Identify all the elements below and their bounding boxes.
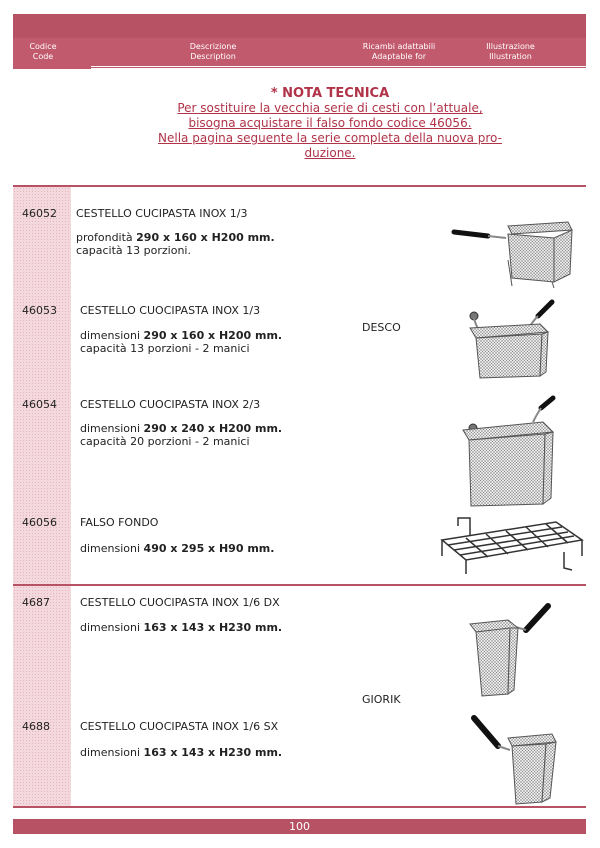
- header-description: Descrizione Description: [189, 42, 237, 61]
- note-line: bisogna acquistare il falso fondo codice 46056.: [188, 116, 472, 130]
- section-divider: [13, 584, 586, 586]
- product-capacity: capacità 13 porzioni.: [76, 244, 191, 257]
- column-header: [13, 38, 586, 66]
- top-banner: [13, 14, 586, 38]
- page-number: 100: [289, 820, 310, 833]
- product-code: 46054: [22, 398, 57, 411]
- product-dimensions: dimensioni 290 x 160 x H200 mm.: [80, 329, 283, 342]
- product-dimensions: dimensioni 163 x 143 x H230 mm.: [80, 746, 283, 759]
- page-footer: [13, 819, 586, 834]
- header-illustration: Illustrazione Illustration: [486, 42, 535, 61]
- header-underline: [13, 67, 586, 68]
- side-strip: [13, 586, 71, 806]
- note-title: * NOTA TECNICA: [270, 86, 390, 101]
- section-divider: [13, 185, 586, 187]
- product-name: CESTELLO CUCIPASTA INOX 1/3: [76, 207, 248, 220]
- product-dimensions: dimensioni 290 x 240 x H200 mm.: [80, 422, 283, 435]
- section-divider: [13, 806, 586, 808]
- product-capacity: capacità 13 porzioni - 2 manici: [80, 342, 250, 355]
- false-bottom-grid-illustration: [436, 512, 586, 576]
- product-code: 46053: [22, 304, 57, 317]
- product-code: 46056: [22, 516, 57, 529]
- product-name: CESTELLO CUOCIPASTA INOX 1/6 DX: [80, 596, 280, 609]
- brand-label: DESCO: [362, 321, 401, 334]
- note-line: Per sostituire la vecchia serie di cesti con l’attuale,: [177, 101, 483, 115]
- product-code: 4687: [22, 596, 50, 609]
- note-line: Nella pagina seguente la serie completa della nuova pro-: [158, 131, 502, 145]
- header-code: Codice Code: [29, 42, 57, 61]
- brand-label: GIORIK: [362, 693, 401, 706]
- product-name: CESTELLO CUOCIPASTA INOX 1/6 SX: [80, 720, 279, 733]
- header-marker: [13, 66, 91, 69]
- basket-dx-illustration: [462, 602, 558, 698]
- product-name: FALSO FONDO: [80, 516, 159, 529]
- product-dimensions: profondità 290 x 160 x H200 mm.: [76, 231, 275, 244]
- product-capacity: capacità 20 porzioni - 2 manici: [80, 435, 250, 448]
- product-name: CESTELLO CUOCIPASTA INOX 1/3: [80, 304, 261, 317]
- product-code: 4688: [22, 720, 50, 733]
- basket-single-handle-illustration: [450, 216, 576, 288]
- basket-two-handles-illustration: [460, 296, 560, 382]
- basket-large-illustration: [455, 392, 565, 510]
- header-spares: Ricambi adattabili Adaptable for: [362, 42, 436, 61]
- note-line: duzione.: [304, 146, 356, 160]
- product-name: CESTELLO CUOCIPASTA INOX 2/3: [80, 398, 261, 411]
- product-dimensions: dimensioni 490 x 295 x H90 mm.: [80, 542, 275, 555]
- basket-sx-illustration: [470, 710, 560, 806]
- product-dimensions: dimensioni 163 x 143 x H230 mm.: [80, 621, 283, 634]
- technical-note: [150, 86, 510, 161]
- product-code: 46052: [22, 207, 57, 220]
